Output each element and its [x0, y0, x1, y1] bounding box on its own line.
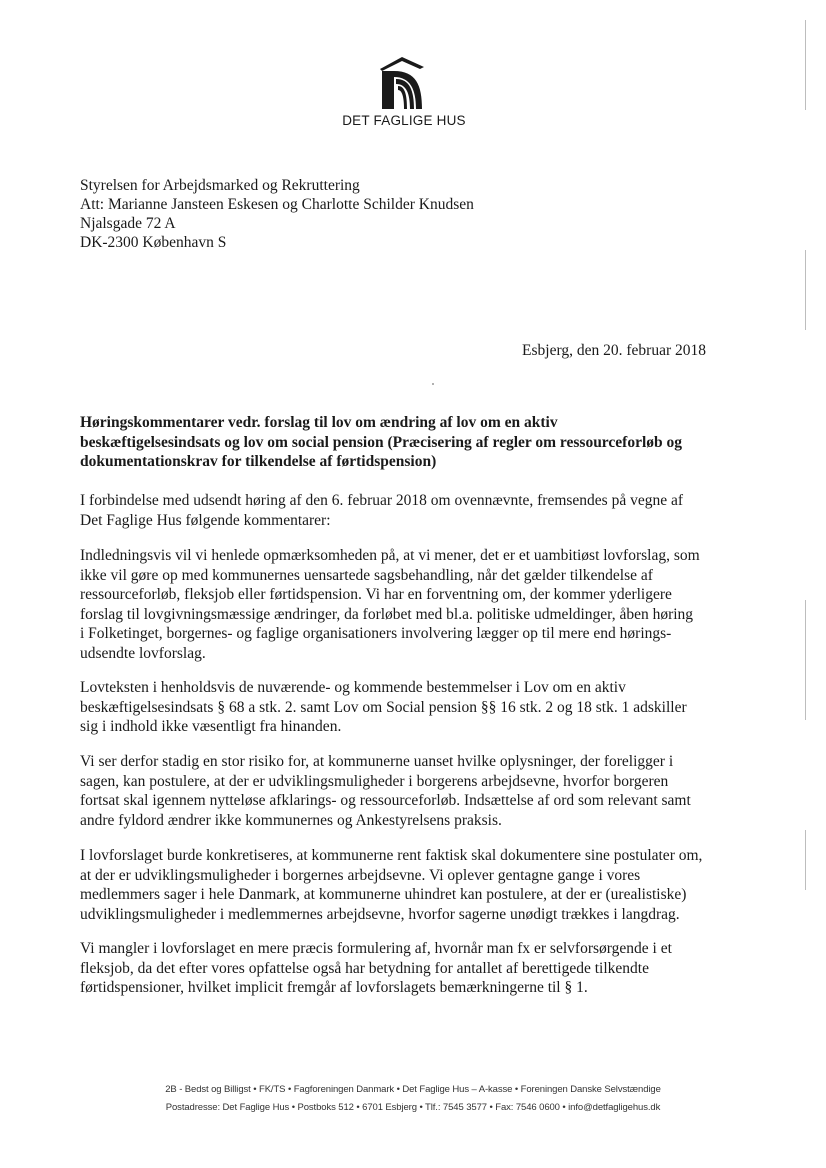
- paragraph-line: forslag til lovgivningsmæssige ændringer, da forløbet med bl.a. politiske udmeldinger, åben høring: [80, 605, 694, 623]
- scan-edge-line: [805, 600, 806, 720]
- scan-edge-line: [805, 250, 806, 330]
- footer-contact: Postadresse: Det Faglige Hus • Postboks 512 • 6701 Esbjerg • Tlf.: 7545 3577 • Fax: 7546 0600 • info@detfagligehus.dk: [165, 1102, 661, 1113]
- subject-line: dokumentationskrav for tilkendelse af førtidspension): [80, 453, 437, 470]
- body-paragraph: [80, 491, 740, 530]
- scan-edge-line: [805, 830, 806, 890]
- paragraph-line: ikke vil gøre op med kommunernes uensartede sagsbehandling, når det gælder tilkendelse af: [80, 566, 653, 584]
- paragraph-line: udviklingsmuligheder i medlemmernes arbejdsevne, hvorfor sagerne unødigt trækkes i langdrag.: [80, 905, 680, 923]
- paragraph-line: Vi mangler i lovforslaget en mere præcis formulering af, hvornår man fx er selvforsørgende i et: [80, 940, 672, 957]
- paragraph-line: Vi ser derfor stadig en stor risiko for, at kommunerne uanset hvilke oplysninger, der foreligger i: [80, 753, 674, 770]
- body-paragraph: [80, 939, 740, 998]
- paragraph-line: ressourceforløb, fleksjob eller førtidspension. Vi har en forventning om, der kommer yderligere: [80, 586, 672, 603]
- paragraph-line: Lovteksten i henholdsvis de nuværende- og kommende bestemmelser i Lov om en aktiv: [80, 679, 626, 696]
- subject-line: beskæftigelsesindsats og lov om social pension (Præcisering af regler om ressourceforløb og: [80, 433, 683, 451]
- paragraph-line: Det Faglige Hus følgende kommentarer:: [80, 511, 331, 529]
- paragraph-line: førtidspensioner, hvilket implicit fremgår af lovforslagets bemærkningerne til § 1.: [80, 979, 588, 996]
- paragraph-line: at der er udviklingsmuligheder i borgernes arbejdsevne. Vi oplever gentagne gange i vores: [80, 866, 641, 884]
- recipient-line: Njalsgade 72 A: [80, 215, 176, 232]
- subject-heading: [80, 413, 740, 472]
- paragraph-line: fortsat skal igennem nytteløse afklarings- og ressourceforløb. Indsættelse af ord som relevant samt: [80, 792, 691, 809]
- body-paragraph: [80, 846, 740, 924]
- paragraph-line: I lovforslaget burde konkretiseres, at kommunerne rent faktisk skal dokumentere sine postulater om,: [80, 847, 703, 864]
- paragraph-line: fleksjob, da det efter vores opfattelse også har betydning for antallet af berettigede tilkendte: [80, 959, 649, 977]
- det-faglige-hus-logo-icon: [376, 55, 428, 111]
- subject-line: Høringskommentarer vedr. forslag til lov om ændring af lov om en aktiv: [80, 414, 558, 431]
- footer-brands: 2B - Bedst og Billigst • FK/TS • Fagforeningen Danmark • Det Faglige Hus – A-kasse • Foreningen Danske Selvstændige: [165, 1084, 661, 1095]
- body-paragraph: [80, 752, 740, 830]
- paragraph-line: sagen, kan postulere, at der er udviklingsmuligheder i borgerens arbejdsevne, hvorfor borgeren: [80, 772, 669, 790]
- body-paragraph: [80, 678, 740, 737]
- paragraph-line: udsendte lovforslag.: [80, 644, 206, 662]
- scan-speck: [432, 383, 434, 385]
- paragraph-line: andre fyldord ændrer ikke kommunernes og Ankestyrelsens praksis.: [80, 811, 502, 829]
- org-name: DET FAGLIGE HUS: [342, 113, 466, 128]
- paragraph-line: i Folketinget, borgernes- og faglige organisationers involvering lægger op til mere end hørings-: [80, 625, 672, 642]
- dateline: Esbjerg, den 20. februar 2018: [522, 342, 706, 359]
- recipient-address: [80, 176, 474, 252]
- paragraph-line: beskæftigelsesindsats § 68 a stk. 2. samt Lov om Social pension §§ 16 stk. 2 og 18 stk. 1 adskiller: [80, 698, 687, 716]
- scan-edge-line: [805, 20, 806, 110]
- paragraph-line: I forbindelse med udsendt høring af den 6. februar 2018 om ovennævnte, fremsendes på vegne af: [80, 492, 684, 509]
- paragraph-line: medlemmers sager i hele Danmark, at kommunerne uhindret kan postulere, at der er (urealistiske): [80, 886, 687, 903]
- recipient-line: Styrelsen for Arbejdsmarked og Rekruttering: [80, 177, 360, 194]
- recipient-line: DK-2300 København S: [80, 234, 227, 251]
- paragraph-line: Indledningsvis vil vi henlede opmærksomheden på, at vi mener, det er et uambitiøst lovforslag, som: [80, 547, 700, 564]
- body-paragraph: [80, 546, 740, 663]
- recipient-line: Att: Marianne Jansteen Eskesen og Charlotte Schilder Knudsen: [80, 196, 474, 213]
- paragraph-line: sig i indhold ikke væsentligt fra hinanden.: [80, 718, 342, 735]
